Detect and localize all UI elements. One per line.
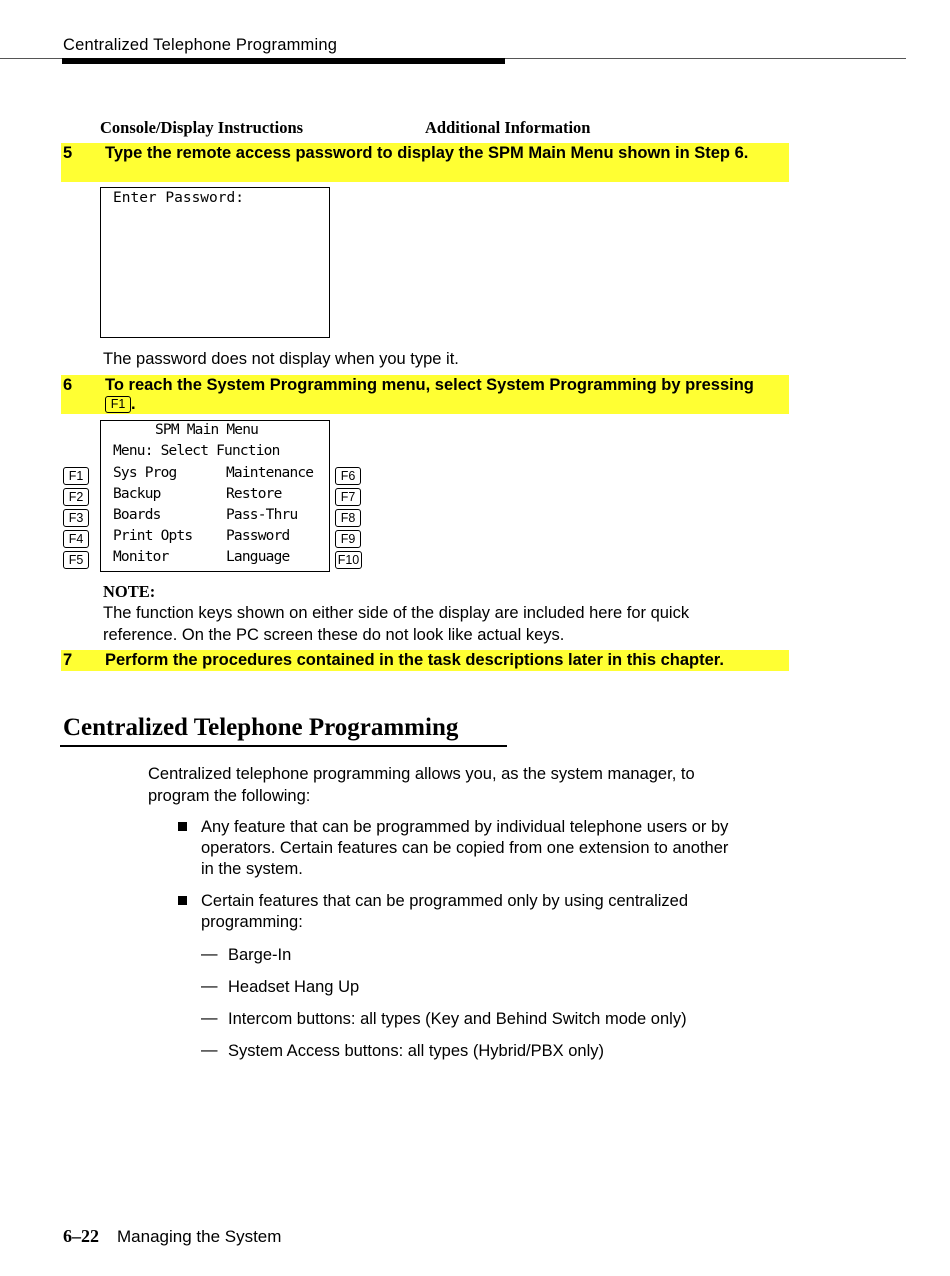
step-number: 5 <box>63 144 73 162</box>
step-text-part: To reach the System Programming menu, select System Programming by pressing <box>105 376 754 394</box>
f4-key: F4 <box>63 530 89 548</box>
bullet-1-line-3: in the system. <box>201 860 303 878</box>
f5-key: F5 <box>63 551 89 569</box>
bullet-1-line-2: operators. Certain features can be copied from one extension to another <box>201 839 729 857</box>
menu-item-restore: Restore <box>226 486 282 502</box>
header-rule-bold <box>62 58 505 64</box>
dash-icon: — <box>201 977 218 995</box>
step-text: Perform the procedures contained in the task descriptions later in this chapter. <box>105 651 724 669</box>
dash-icon: — <box>201 945 218 963</box>
dash-item-barge-in: Barge-In <box>228 946 292 964</box>
menu-item-boards: Boards <box>113 507 161 523</box>
f6-key: F6 <box>335 467 361 485</box>
dash-icon: — <box>201 1009 218 1027</box>
step-6 <box>61 375 789 414</box>
step-5 <box>61 143 789 182</box>
menu-item-password: Password <box>226 528 290 544</box>
bullet-1-line-1: Any feature that can be programmed by individual telephone users or by <box>201 818 729 836</box>
step-number: 7 <box>63 651 73 669</box>
section-title: Centralized Telephone Programming <box>63 714 459 741</box>
spm-main-menu-display <box>100 420 330 572</box>
password-display <box>100 187 330 338</box>
menu-item-backup: Backup <box>113 486 161 502</box>
note-line-1: The function keys shown on either side of the display are included here for quick <box>103 604 690 622</box>
menu-item-pass-thru: Pass-Thru <box>226 507 298 523</box>
bullet-2-line-1: Certain features that can be programmed only by using centralized <box>201 892 689 910</box>
step-text <box>105 376 775 414</box>
password-note: The password does not display when you type it. <box>103 350 459 368</box>
menu-subtitle: Menu: Select Function <box>113 443 280 459</box>
column-heading-info: Additional Information <box>425 118 591 137</box>
f7-key: F7 <box>335 488 361 506</box>
f2-key: F2 <box>63 488 89 506</box>
menu-item-language: Language <box>226 549 290 565</box>
section-rule <box>60 745 507 747</box>
column-heading-instructions: Console/Display Instructions <box>100 118 304 137</box>
bullet-icon <box>178 896 187 905</box>
intro-line-1: Centralized telephone programming allows you, as the system manager, to <box>148 765 695 783</box>
dash-item-intercom: Intercom buttons: all types (Key and Behind Switch mode only) <box>228 1010 687 1028</box>
f1-key: F1 <box>63 467 89 485</box>
password-prompt: Enter Password: <box>113 190 244 206</box>
menu-item-monitor: Monitor <box>113 549 169 565</box>
f10-key: F10 <box>335 551 362 569</box>
bullet-2-line-2: programming: <box>201 913 303 931</box>
menu-item-maintenance: Maintenance <box>226 465 314 481</box>
intro-line-2: program the following: <box>148 787 311 805</box>
dash-icon: — <box>201 1041 218 1059</box>
menu-item-sys-prog: Sys Prog <box>113 465 177 481</box>
menu-item-print-opts: Print Opts <box>113 528 193 544</box>
dash-item-headset-hang-up: Headset Hang Up <box>228 978 360 996</box>
note-line-2: reference. On the PC screen these do not look like actual keys. <box>103 626 565 644</box>
step-text: Type the remote access password to display the SPM Main Menu shown in Step 6. <box>105 144 749 162</box>
bullet-icon <box>178 822 187 831</box>
f8-key: F8 <box>335 509 361 527</box>
f1-key: F1 <box>105 396 131 413</box>
step-text-end: . <box>131 395 136 413</box>
f3-key: F3 <box>63 509 89 527</box>
step-number: 6 <box>63 376 73 394</box>
menu-title: SPM Main Menu <box>155 422 259 438</box>
running-header: Centralized Telephone Programming <box>63 36 338 54</box>
page-number: 6–22 <box>63 1226 99 1246</box>
f9-key: F9 <box>335 530 361 548</box>
step-7 <box>61 650 789 671</box>
footer-title: Managing the System <box>117 1227 282 1246</box>
dash-item-system-access: System Access buttons: all types (Hybrid/PBX only) <box>228 1042 604 1060</box>
note-label: NOTE: <box>103 582 156 601</box>
